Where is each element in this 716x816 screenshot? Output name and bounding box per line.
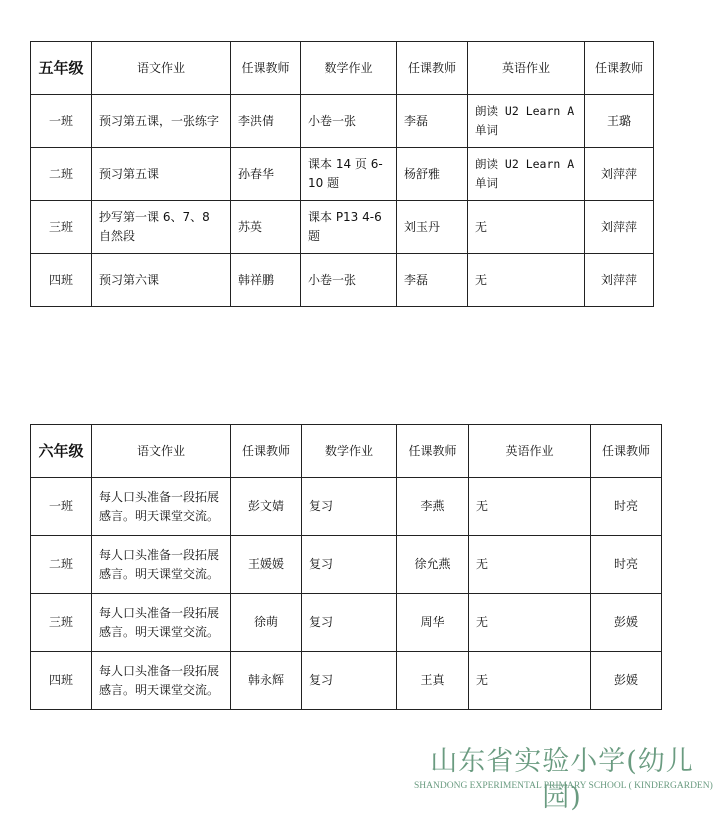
english-homework: 无: [469, 652, 591, 710]
english-teacher: 王璐: [585, 95, 654, 148]
school-name-chinese: 山东省实验小学(幼儿园): [430, 746, 694, 813]
english-homework: 朗读 U2 Learn A 单词: [468, 148, 585, 201]
math-homework: 复习: [302, 652, 397, 710]
chinese-teacher: 孙春华: [231, 148, 301, 201]
chinese-teacher: 王媛媛: [231, 536, 302, 594]
header-chinese-teacher: 任课教师: [231, 42, 301, 95]
math-teacher: 李燕: [397, 478, 469, 536]
math-homework: 小卷一张: [301, 254, 397, 307]
table-row: [31, 201, 654, 254]
chinese-homework: 每人口头准备一段拓展感言。明天课堂交流。: [92, 594, 231, 652]
grade-label: 五年级: [31, 42, 92, 95]
chinese-homework: 每人口头准备一段拓展感言。明天课堂交流。: [92, 652, 231, 710]
english-homework: 无: [469, 594, 591, 652]
chinese-teacher: 李洪倩: [231, 95, 301, 148]
math-teacher: 周华: [397, 594, 469, 652]
english-homework: 无: [469, 536, 591, 594]
chinese-teacher: 韩祥鹏: [231, 254, 301, 307]
header-english-homework: 英语作业: [468, 42, 585, 95]
class-name: 二班: [31, 148, 92, 201]
table-row: [31, 478, 662, 536]
header-math-teacher: 任课教师: [397, 425, 469, 478]
math-teacher: 杨舒雅: [397, 148, 468, 201]
english-homework: 无: [468, 201, 585, 254]
table-row: [31, 148, 654, 201]
header-math-teacher: 任课教师: [397, 42, 468, 95]
chinese-homework: 预习第六课: [92, 254, 231, 307]
english-homework: 无: [468, 254, 585, 307]
chinese-homework: 抄写第一课 6、7、8 自然段: [92, 201, 231, 254]
chinese-homework: 预习第五课，一张练字: [92, 95, 231, 148]
header-chinese-homework: 语文作业: [92, 425, 231, 478]
chinese-teacher: 彭文婧: [231, 478, 302, 536]
grade-label: 六年级: [31, 425, 92, 478]
math-homework: 小卷一张: [301, 95, 397, 148]
chinese-teacher: 徐萌: [231, 594, 302, 652]
math-homework: 复习: [302, 478, 397, 536]
english-teacher: 时亮: [591, 536, 662, 594]
header-math-homework: 数学作业: [301, 42, 397, 95]
school-logo: [414, 744, 713, 813]
header-chinese-homework: 语文作业: [92, 42, 231, 95]
math-homework: 复习: [302, 594, 397, 652]
english-homework: 朗读 U2 Learn A 单词: [468, 95, 585, 148]
table-row: [31, 254, 654, 307]
math-teacher: 李磊: [397, 254, 468, 307]
english-teacher: 彭媛: [591, 652, 662, 710]
math-teacher: 李磊: [397, 95, 468, 148]
header-english-homework: 英语作业: [469, 425, 591, 478]
chinese-teacher: 韩永辉: [231, 652, 302, 710]
english-homework: 无: [469, 478, 591, 536]
grade6-homework-table: [30, 424, 662, 710]
math-homework: 复习: [302, 536, 397, 594]
class-name: 四班: [31, 652, 92, 710]
table-header-row: [31, 425, 662, 478]
class-name: 三班: [31, 594, 92, 652]
chinese-homework: 每人口头准备一段拓展感言。明天课堂交流。: [92, 478, 231, 536]
header-math-homework: 数学作业: [302, 425, 397, 478]
table-row: [31, 95, 654, 148]
english-teacher: 彭媛: [591, 594, 662, 652]
math-teacher: 徐允燕: [397, 536, 469, 594]
chinese-homework: 每人口头准备一段拓展感言。明天课堂交流。: [92, 536, 231, 594]
header-english-teacher: 任课教师: [591, 425, 662, 478]
class-name: 一班: [31, 478, 92, 536]
math-teacher: 刘玉丹: [397, 201, 468, 254]
table-row: [31, 536, 662, 594]
math-homework: 课本 P13 4-6 题: [301, 201, 397, 254]
english-teacher: 刘萍萍: [585, 201, 654, 254]
table-row: [31, 652, 662, 710]
school-name-english: SHANDONG EXPERIMENTAL PRIMARY SCHOOL ( KINDERGARDEN): [414, 781, 713, 791]
chinese-homework: 预习第五课: [92, 148, 231, 201]
english-teacher: 时亮: [591, 478, 662, 536]
grade5-homework-table: [30, 41, 654, 307]
header-english-teacher: 任课教师: [585, 42, 654, 95]
table-row: [31, 594, 662, 652]
math-teacher: 王真: [397, 652, 469, 710]
class-name: 四班: [31, 254, 92, 307]
class-name: 一班: [31, 95, 92, 148]
header-chinese-teacher: 任课教师: [231, 425, 302, 478]
english-teacher: 刘萍萍: [585, 148, 654, 201]
class-name: 三班: [31, 201, 92, 254]
math-homework: 课本 14 页 6-10 题: [301, 148, 397, 201]
table-header-row: [31, 42, 654, 95]
chinese-teacher: 苏英: [231, 201, 301, 254]
class-name: 二班: [31, 536, 92, 594]
english-teacher: 刘萍萍: [585, 254, 654, 307]
